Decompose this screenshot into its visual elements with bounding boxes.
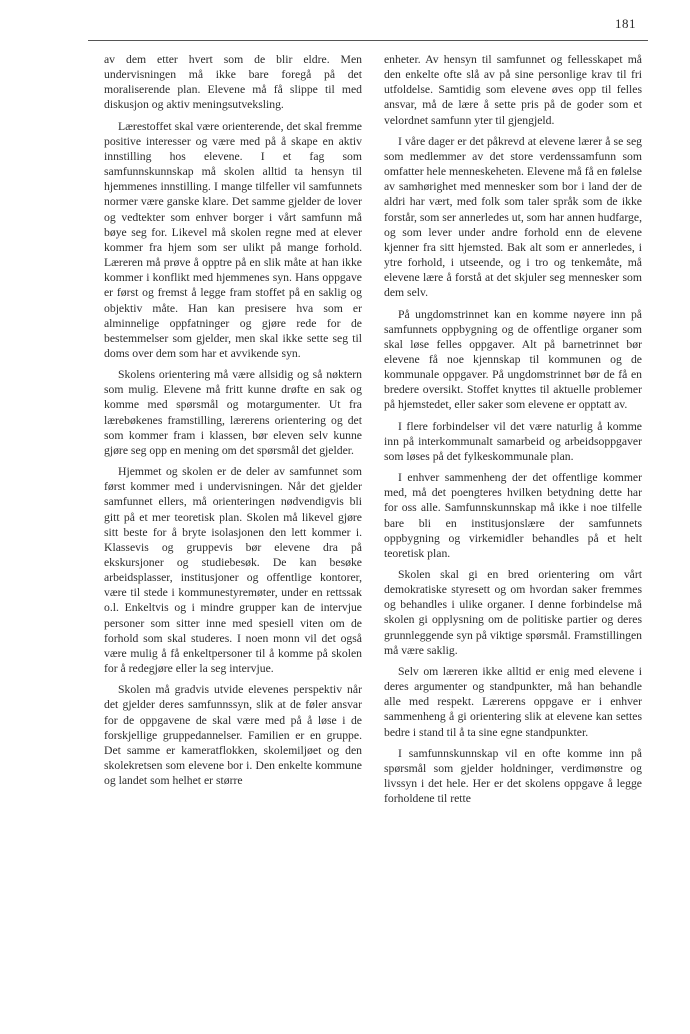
paragraph: Skolens orientering må være allsidig og så nøktern som mulig. Elevene må fritt kunne drøfte en sak og komme med spørsmål og motargumenter. Ut fra lærebøkenes framstilling, lærerens orientering og det som kommer fram i klassen, bør eleven selv kunne gjøre seg opp en mening om det spørsmål det gjelder. bbox=[104, 368, 362, 457]
paragraph: I samfunnskunnskap vil en ofte komme inn på spørsmål som gjelder holdninger, verdimønstre og livssyn i det hele. Her er det skolens oppgave å legge forholdene til rette bbox=[384, 746, 642, 806]
paragraph: I enhver sammenheng der det offentlige kommer med, må det poengteres hvilken betydning dette har for oss alle. Samfunnskunnskap må ikke i noe tilfelle bare bli en institusjonslære der samfunnets oppbygning og virkemidler behandles på et helt teoretisk plan. bbox=[384, 471, 642, 560]
paragraph: Lærestoffet skal være orienterende, det skal fremme positive interesser og være med på å skape en aktiv innstilling hos elevene. I et fag som samfunnskunnskap må skolen alltid ta hensyn til hjemmenes innstilling. I mange tilfeller vil samfunnets normer være ganske klare. Det samme gjelder de lover og vedtekter som enhver borger i vårt samfunn må bøye seg for. Likevel må skolen regne med at elever kommer fra hjem som ser ulikt på mange forhold. Læreren må prøve å opptre på en slik måte at han ikke kommer i konflikt med hjemmenes syn. Hans oppgave er først og fremst å legge fram stoffet på en saklig og objektiv måte. Han kan presisere hva som er alminnelige oppfatninger og gjøre rede for de bestemmelser som gjelder, men skal ikke sette seg til doms over dem som har et avvikende syn. bbox=[104, 119, 362, 360]
paragraph: I flere forbindelser vil det være naturlig å komme inn på interkommunalt samarbeid og arbeidsoppgaver som løses på det fylkeskommunale plan. bbox=[384, 419, 642, 463]
paragraph: Skolen skal gi en bred orientering om vårt demokratiske styresett og om hvordan saker fremmes og behandles i ulike organer. I denne forbindelse må skolen gi opplysning om de politiske partier og deres grunnleggende syn på viktige spørsmål. Framstillingen må være saklig. bbox=[384, 568, 642, 657]
paragraph: På ungdomstrinnet kan en komme nøyere inn på samfunnets oppbygning og de offentlige organer som skal løse felles oppgaver. Alt på barnetrinnet bør elevene få noe kjennskap til kommunen og de kommunale oppgaver. På ungdomstrinnet bør de få en bredere oversikt. Stoffet knyttes til aktuelle problemer på hjemstedet, eller saker som elevene er opptatt av. bbox=[384, 307, 642, 412]
paragraph: Hjemmet og skolen er de deler av samfunnet som først kommer med i undervisningen. Når det gjelder samfunnet ellers, må orienteringen nødvendigvis bli gitt på et mer teoretisk plan. Skolen må likevel gjøre sitt beste for å bryte isolasjonen den lett kommer i. Klassevis og gruppevis bør elevene dra på ekskursjoner og studiebesøk. De kan besøke arbeidsplasser, institusjoner og offentlige kontorer, være til stede i kommunestyremøter, under en rettssak o.l. Enkeltvis og i mindre grupper kan de intervjue personer som sitter inne med spesiell viten om de forhold som skal studeres. I noen monn vil det også være mulig å få enkeltpersoner til å komme på skolen for å redegjøre eller la seg intervjue. bbox=[104, 465, 362, 676]
right-column bbox=[384, 52, 642, 812]
left-column bbox=[104, 52, 362, 794]
paragraph: enheter. Av hensyn til samfunnet og fellesskapet må den enkelte ofte slå av på sine personlige krav til fri utfoldelse. Samtidig som elevene øves opp til felles ansvar, må de lære å sette pris på de goder som et velordnet samfunn yter til gjengjeld. bbox=[384, 53, 642, 127]
paragraph: I våre dager er det påkrevd at elevene lærer å se seg som medlemmer av det store verdenssamfunn som omfatter hele menneskeheten. Elevene må få en følelse av samhørighet med mennesker som bor i land der de aldri har vært, med folk som taler språk som de ikke forstår, som ser annerledes ut, som har annen hudfarge, og som lever under andre forhold enn de elevene kjenner fra sitt hjemsted. Bak alt som er annerledes, i ytre forhold, i utseende, og i tro og tenkemåte, må elevene lære å forstå at det skjuler seg mennesker som dem selv. bbox=[384, 134, 642, 300]
page-number: 181 bbox=[615, 16, 636, 31]
paragraph: Selv om læreren ikke alltid er enig med elevene i deres argumenter og standpunkter, må han behandle alle med respekt. Lærerens oppgave er i enhver sammenheng å gi orientering slik at elevene kan settes bedre i stand til å ta sine egne standpunkter. bbox=[384, 664, 642, 739]
paragraph: av dem etter hvert som de blir eldre. Men undervisningen må ikke bare foregå på det moraliserende plan. Elevene må få slippe til med diskusjon og aktiv meningsutveksling. bbox=[104, 53, 362, 112]
header-rule bbox=[88, 40, 648, 41]
paragraph: Skolen må gradvis utvide elevenes perspektiv når det gjelder deres samfunnssyn, slik at de føler ansvar for de oppgavene de skal være med på å løse i de forskjellige gruppedannelser. Familien er en gruppe. Det samme er kameratflokken, skolemiljøet og den skolekretsen som elevene bor i. Den enkelte kommune og landet som helhet er større bbox=[104, 683, 362, 788]
